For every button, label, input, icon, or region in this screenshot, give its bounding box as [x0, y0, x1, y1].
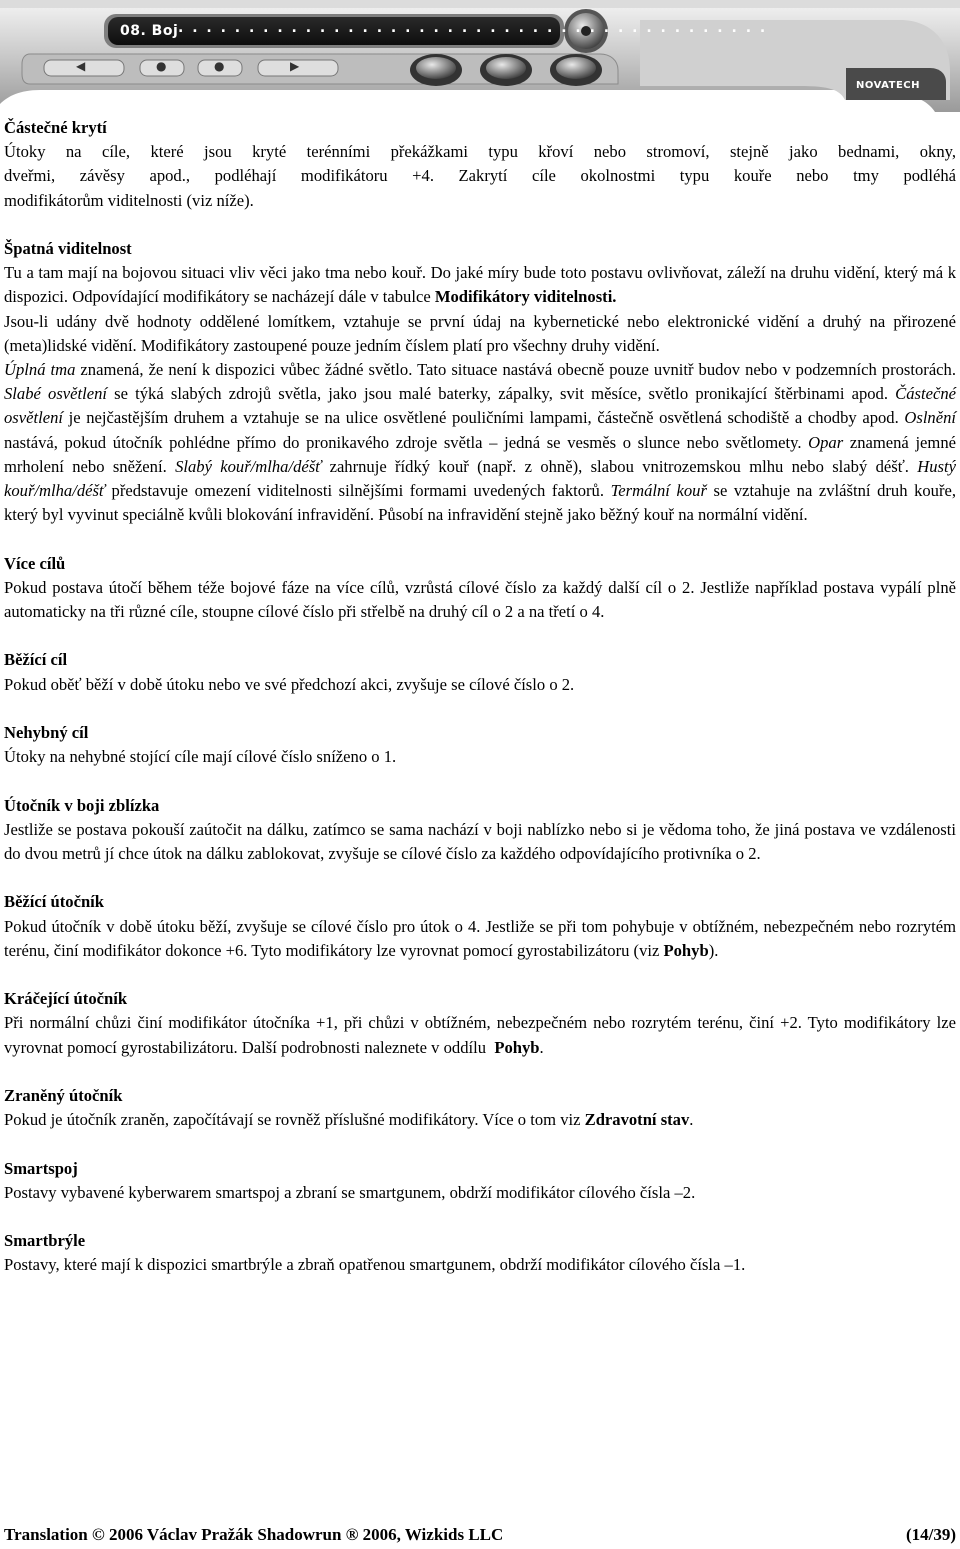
section-heading: Zraněný útočník [4, 1086, 123, 1105]
chapter-label-fill: . . . . . . . . . . . . . . . . . . . . . . . . . . . . . . . . . . . . . . . . . . [178, 20, 768, 36]
section-smartgoggles [4, 1229, 956, 1277]
paragraph-tail: . [539, 1037, 544, 1057]
pause-icon[interactable]: ● [156, 59, 167, 73]
footer-copyright: Translation © 2006 Václav Pražák Shadowrun ® 2006, Wizkids LLC [4, 1525, 504, 1544]
section-heading: Běžící cíl [4, 650, 68, 670]
paragraph [4, 915, 956, 963]
paragraph-line: modifikátorům viditelnosti (viz níže). [4, 190, 254, 210]
section-attacker-in-melee [4, 794, 956, 867]
paragraph-text: Pokud je útočník zraněn, započítávají se rovněž příslušné modifikátory. Více o tom viz [4, 1110, 585, 1130]
section-walking-attacker [4, 987, 960, 1060]
paragraph: Jsou-li udány dvě hodnoty oddělené lomítkem, vztahuje se první údaj na kybernetické nebo elektronické vidění a druhý na přirozené (meta)lidské vidění. Modifikátory zastoupené pouze jedním číslem platí pro všechny druhy vidění. [4, 311, 956, 355]
section-heading: Špatná viditelnost [4, 239, 132, 258]
term: Termální kouř [610, 481, 707, 501]
stop-icon[interactable]: ● [214, 59, 225, 73]
section-poor-visibility [4, 237, 956, 527]
paragraph-line: Útoky na cíle, které jsou kryté terénními překážkami typu křoví nebo stromoví, stejně jako bednami, okny, [4, 142, 956, 162]
paragraph: Postavy vybavené kyberwarem smartspoj a zbraní se smartgunem, obdrží modifikátor cílového čísla –2. [4, 1182, 696, 1202]
paragraph-tail: ). [708, 940, 719, 960]
term: Slabé osvětlení [4, 384, 108, 404]
disc-icon[interactable] [573, 18, 599, 44]
section-heading: Kráčející útočník [4, 989, 128, 1009]
paragraph: Postavy, které mají k dispozici smartbrýle a zbraň opatřenou smartgunem, obdrží modifikátor cílového čísla –1. [4, 1255, 746, 1275]
paragraph-line: dveřmi, závěsy apod., podléhají modifikátoru +4. Zakrytí cíle okolnostmi typu kouře nebo tmy podléhá [4, 166, 956, 186]
term-description: znamená jemné mrholení nebo sněžení. [4, 432, 956, 476]
cross-reference[interactable]: Zdravotní stav [584, 1110, 690, 1130]
section-heading: Útočník v boji zblízka [4, 795, 160, 815]
chapter-label: 08. Boj [120, 23, 179, 39]
term: Úplná tma [4, 360, 76, 380]
section-running-attacker [4, 890, 956, 963]
header-device-graphic [0, 0, 960, 112]
cross-reference[interactable]: Pohyb [663, 940, 709, 960]
term-description: je nejčastějším druhem a vztahuje se na ulice osvětlené pouličními lampami, částečně osvětlená schodiště a chodby apod. [62, 408, 905, 428]
section-heading: Částečné krytí [4, 118, 107, 137]
brand-logo: NOVATECH [856, 80, 920, 91]
paragraph [4, 261, 956, 309]
section-heading: Více cílů [4, 553, 66, 573]
cross-reference[interactable]: Pohyb [494, 1037, 540, 1057]
section-running-target [4, 648, 956, 696]
section-heading: Běžící útočník [4, 892, 105, 912]
section-stationary-target [4, 721, 956, 769]
term-description: se vztahuje na zvláštní druh kouře, který byl vyvinut speciálně kvůli blokování infravidění. Působí na infravidění stejně jako běžný kouř na normální vidění. [4, 481, 957, 525]
section-multiple-targets [4, 552, 956, 625]
paragraph-text: Tu a tam mají na bojovou situaci vliv věci jako tma nebo kouř. Do jaké míry bude toto postavu ovlivňovat, záleží na druhu vidění, který má k dispozici. Odpovídající modifikátory se nacházejí dále v tabulce [4, 263, 956, 307]
term-description: zahrnuje řídký kouř (např. z ohně), slabou vnitrozemskou mlhu nebo slabý déšť. [321, 456, 918, 476]
section-smartlink [4, 1157, 956, 1205]
paragraph-text: Pokud útočník v době útoku běží, zvyšuje se cílové číslo pro útok o 4. Jestliže se při tom pohybuje v obtížném, nebezpečném nebo rozrytém terénu, činí modifikátor dokonce +6. Tyto modifikátory lze vyrovnat pomocí gyrostabilizátoru (viz [4, 916, 956, 960]
document-body [4, 116, 960, 1302]
section-heading: Smartspoj [4, 1158, 78, 1178]
term: Slabý kouř/mlha/déšť [175, 456, 322, 476]
term-description: znamená, že není k dispozici vůbec žádné světlo. Tato situace nastává obecně pouze uvnitř budov nebo v podzemních prostorách. [75, 360, 956, 380]
term: Částečné osvětlení [4, 384, 956, 428]
section-heading: Nehybný cíl [4, 723, 89, 743]
paragraph [4, 358, 956, 527]
page-number: (14/39) [905, 1525, 956, 1544]
term: Opar [808, 432, 844, 452]
paragraph: Pokud postava útočí během téže bojové fáze na více cílů, vzrůstá cílové číslo za každý další cíl o 2. Jestliže například postava vypálí plně automaticky na tři různé cíle, stoupne cílové číslo při střelbě na druhý cíl o 2 a na třetí o 4. [4, 577, 956, 622]
section-wounded-attacker [4, 1084, 956, 1132]
paragraph-text: Při normální chůzi činí modifikátor útočníka +1, při chůzi v obtížném, nebezpečném nebo rozrytém terénu, činí +2. Tyto modifikátory lze vyrovnat pomocí gyrostabilizátoru. Další podrobnosti naleznete v oddílu [4, 1013, 960, 1057]
paragraph: Jestliže se postava pokouší zaútočit na dálku, zatímco se sama nachází v boji nablízko nebo si je vědoma toho, že jiná postava ve vzdálenosti do dvou metrů jí chce útok na dálku zablokovat, zvyšuje se cílové číslo za každého odpovídajícího protivníka o 2. [4, 819, 956, 864]
term-description: představuje omezení viditelnosti silnějšími formami uvedených faktorů. [104, 481, 611, 501]
forward-icon[interactable]: ▶ [290, 59, 300, 73]
paragraph: Útoky na nehybné stojící cíle mají cílové číslo sníženo o 1. [4, 747, 397, 767]
section-heading: Smartbrýle [4, 1231, 86, 1251]
term: Oslnění [904, 408, 956, 428]
table-reference[interactable]: Modifikátory viditelnosti. [434, 287, 617, 307]
paragraph-tail: . [689, 1110, 694, 1130]
paragraph [4, 1011, 960, 1059]
term-description: nastává, pokud útočník pohlédne přímo do pronikavého zdroje světla – jedná se vesměs o slunce nebo světlomety. [4, 432, 809, 452]
section-partial-cover [4, 116, 956, 213]
device-frame [0, 0, 960, 112]
page-footer [4, 1522, 956, 1548]
term-description: se týká slabých zdrojů světla, jako jsou malé baterky, zápalky, svit měsíce, světlo pronikající štěrbinami apod. [107, 384, 896, 404]
paragraph [4, 1108, 956, 1132]
rewind-icon[interactable]: ◀ [76, 59, 86, 73]
paragraph: Pokud oběť běží v době útoku nebo ve své předchozí akci, zvyšuje se cílové číslo o 2. [4, 674, 575, 694]
term: Hustý kouř/mlha/déšť [4, 456, 956, 501]
